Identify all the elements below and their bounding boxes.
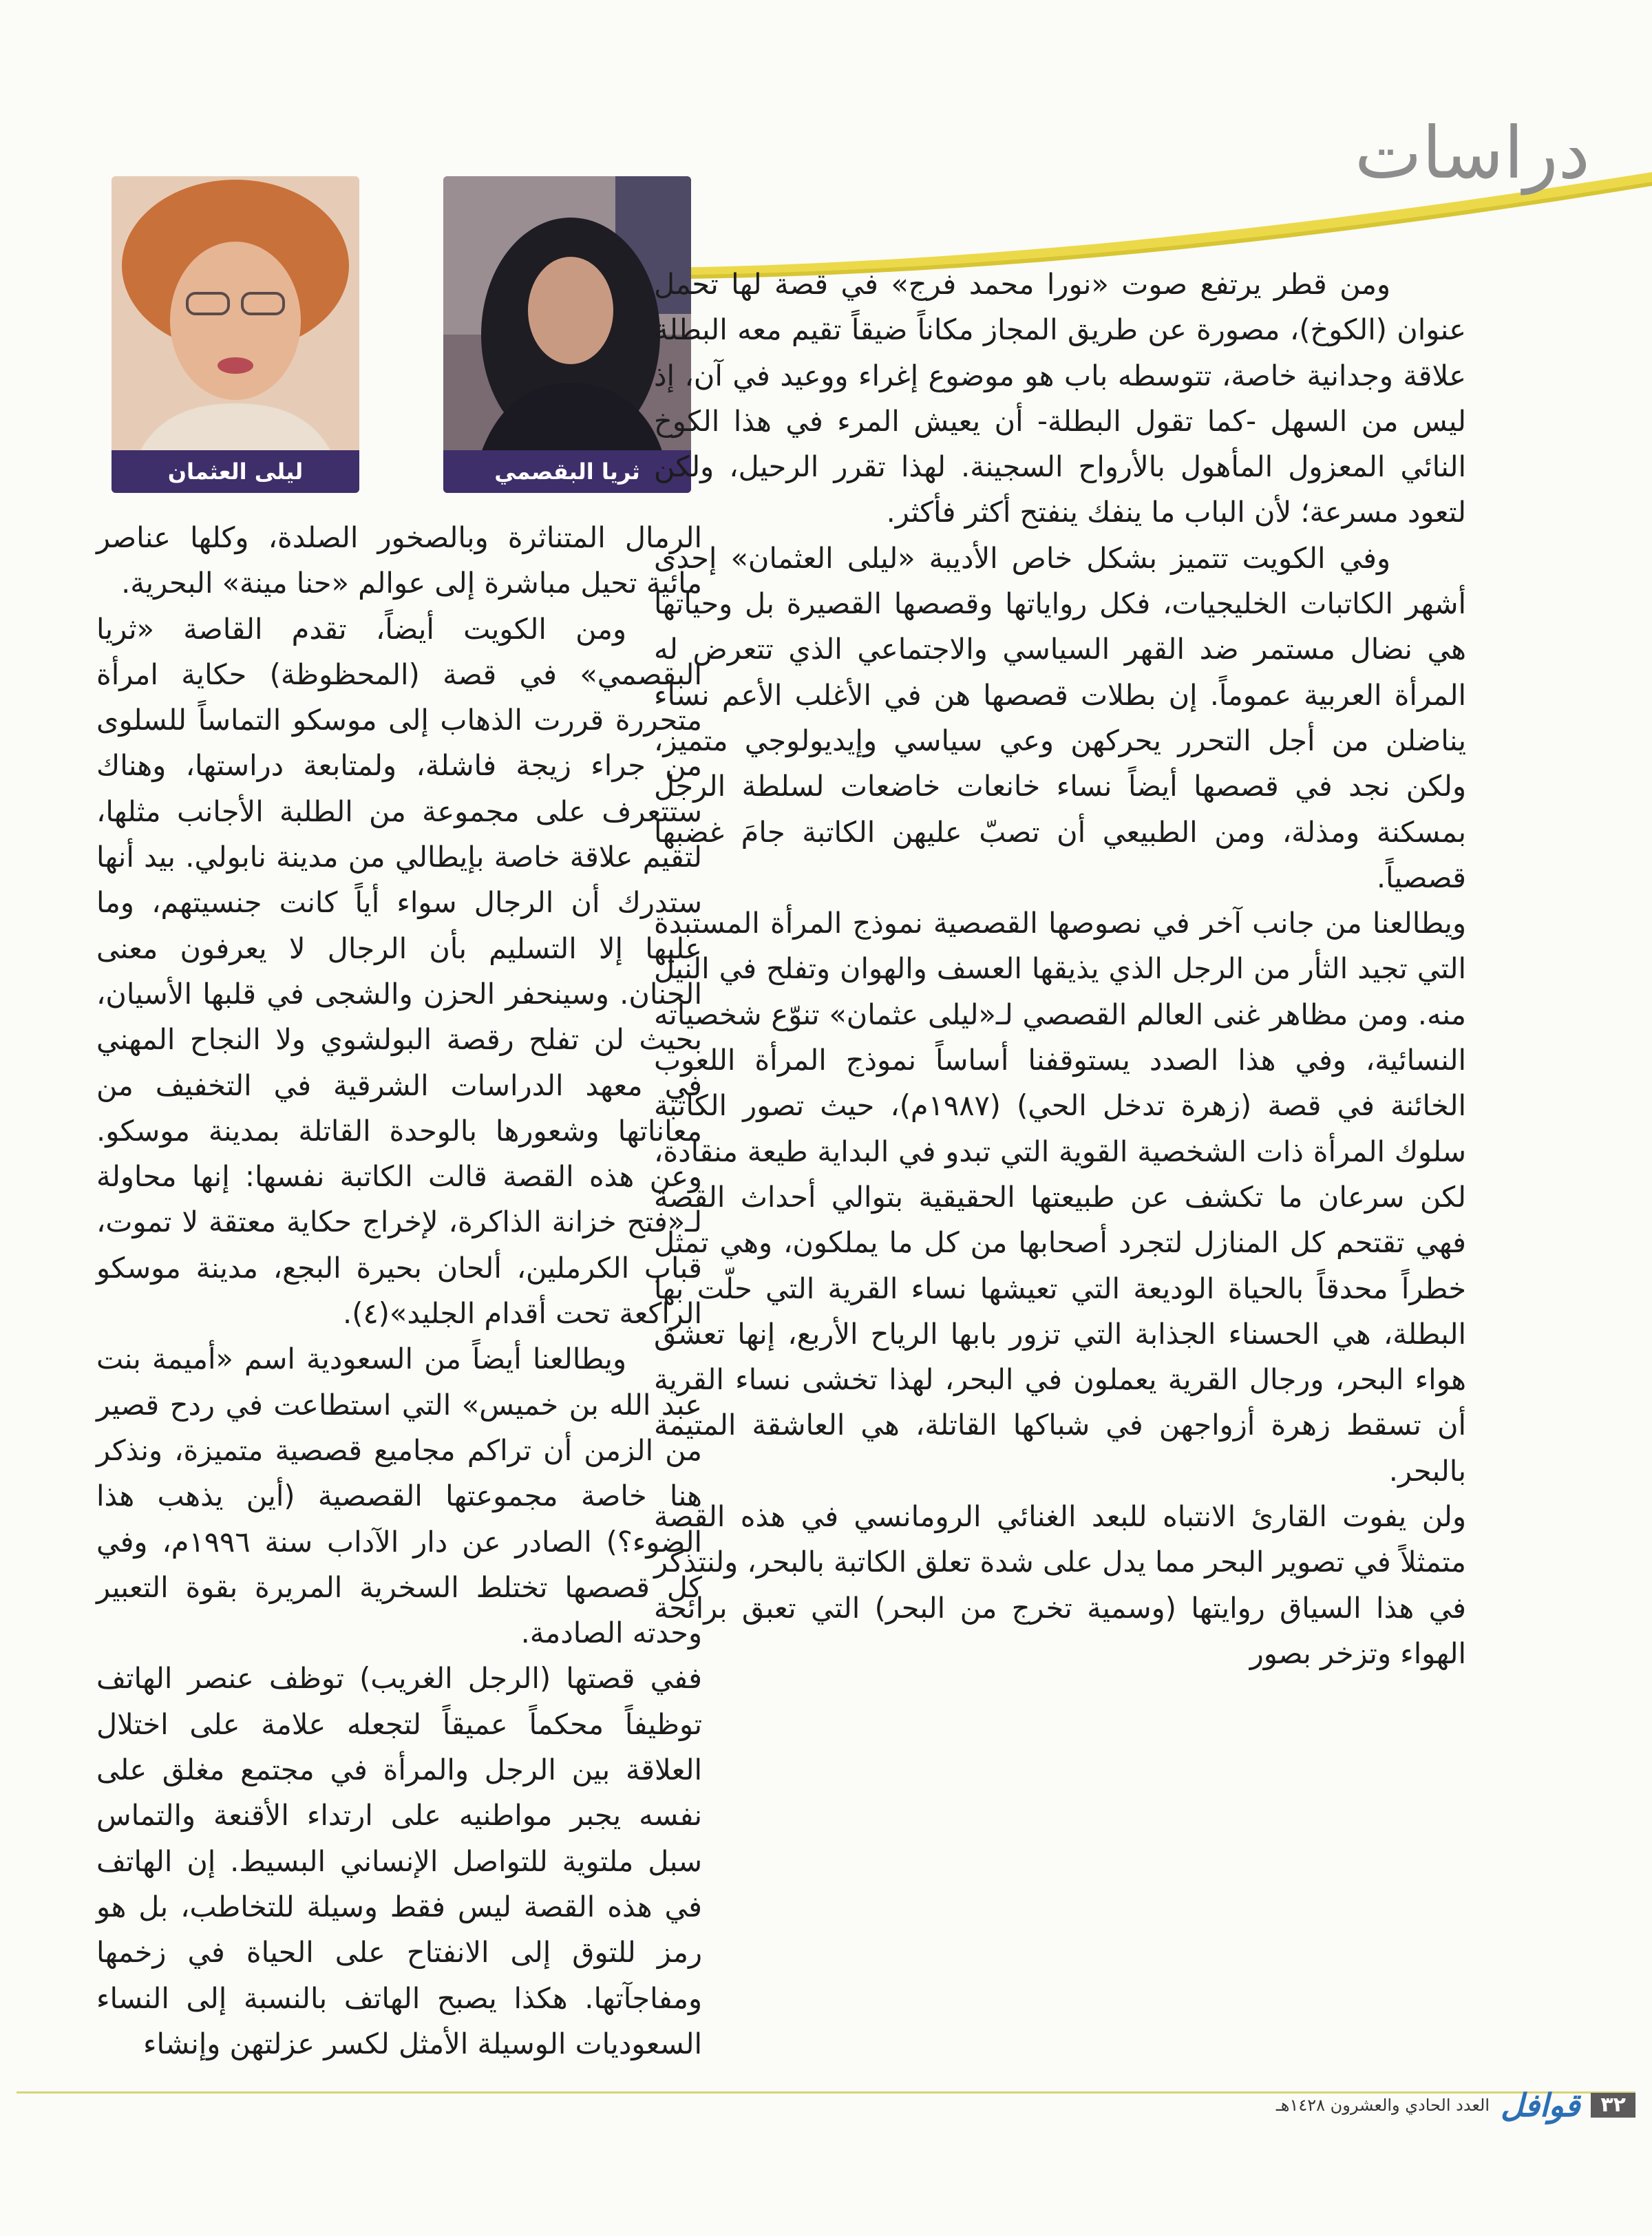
paragraph: ومن الكويت أيضاً، تقدم القاصة «ثريا البقصمي» في قصة (المحظوظة) حكاية امرأة متحررة قررت الذهاب إلى موسكو التماساً للسلوى من جراء زيجة فاشلة، ولمتابعة دراستها، وهناك ستتعرف على مجموعة من الطلبة الأجانب مثلها، لتقيم علاقة خاصة بإيطالي من مدينة نابولي. بيد أنها ستدرك أن الرجال سواء أياً كانت جنسيتهم، وما عليها إلا التسليم بأن الرجال لا يعرفون معنى الحنان. وسينحفر الحزن والشجى في قلبها الأسيان، بحيث لن تفلح رقصة البولشوي ولا النجاح المهني في معهد الدراسات الشرقية في التخفيف من معاناتها وشعورها بالوحدة القاتلة بمدينة موسكو. وعن هذه القصة قالت الكاتبة نفسها: إنها محاولة لـ«فتح خزانة الذاكرة، لإخراج حكاية معتقة لا تموت، قباب الكرملين، ألحان بحيرة البجع، مدينة موسكو الراكعة تحت أقدام الجليد»(٤). [96,611,702,1331]
photo-caption-thurayya: ثريا البقصمي [443,450,691,493]
paragraph: ولن يفوت القارئ الانتباه للبعد الغنائي الرومانسي في هذه القصة متمثلاً في تصوير البحر مما يدل على شدة تعلق الكاتبة بالبحر، ولنتذكر في هذا السياق روايتها (وسمية تخرج من البحر) التي تعبق برائحة الهواء وتزخر بصور [654,1499,1466,1670]
article-column-left [96,515,702,2067]
magazine-logo: قوافل [1501,2087,1580,2124]
issue-info: العدد الحادي والعشرون ١٤٢٨هـ [1275,2096,1490,2115]
page-footer [1275,2087,1635,2124]
portrait-laila-image [112,176,359,493]
paragraph: وفي الكويت تتميز بشكل خاص الأديبة «ليلى العثمان» إحدى أشهر الكاتبات الخليجيات، فكل رواياتها وقصصها القصيرة بل وحياتها هي نضال مستمر ضد القهر السياسي والاجتماعي الذي تتعرض له المرأة العربية عموماً. إن بطلات قصصها هن في الأغلب الأعم نساء يناضلن من أجل التحرر يحركهن وعي سياسي وإيديولوجي متميز، ولكن نجد في قصصها أيضاً نساء خانعات خاضعات لسلطة الرجل بمسكنة ومذلة، ومن الطبيعي أن تصبّ عليهن الكاتبة جامَ غضبها قصصياً. [654,540,1466,894]
article-column-right [654,262,1466,1676]
paragraph: ومن قطر يرتفع صوت «نورا محمد فرج» في قصة لها تحمل عنوان (الكوخ)، مصورة عن طريق المجاز مكاناً ضيقاً تقيم معه البطلة علاقة وجدانية خاصة، تتوسطه باب هو موضوع إغراء ووعيد في آن، إذ ليس من السهل -كما تقول البطلة- أن يعيش المرء في هذا الكوخ النائي المعزول المأهول بالأرواح السجينة. لهذا تقرر الرحيل، ولكن لتعود مسرعة؛ لأن الباب ما ينفك ينفتح أكثر فأكثر. [654,267,1466,529]
paragraph: الرمال المتناثرة وبالصخور الصلدة، وكلها عناصر مائية تحيل مباشرة إلى عوالم «حنا مينة» البحرية. [96,520,702,600]
paragraph: ويطالعنا من جانب آخر في نصوصها القصصية نموذج المرأة المستبدة التي تجيد الثأر من الرجل الذي يذيقها العسف والهوان وتفلح في النيل منه. ومن مظاهر غنى العالم القصصي لـ«ليلى عثمان» تنوّع شخصياته النسائية، وفي هذا الصدد يستوقفنا أساساً نموذج المرأة اللعوب الخائنة في قصة (زهرة تدخل الحي) (١٩٨٧م)، حيث تصور الكاتبة سلوك المرأة ذات الشخصية القوية التي تبدو في البداية طيعة منقادة، لكن سرعان ما تكشف عن طبيعتها الحقيقية بتوالي أحداث القصة فهي تقتحم كل المنازل لتجرد أصحابها من كل ما يملكون، وهي تمثل خطراً محدقاً بالحياة الوديعة التي تعيشها نساء القرية التي حلّت بها البطلة، هي الحسناء الجذابة التي تزور بابها الرياح الأربع، إنها تعشق هواء البحر، ورجال القرية يعملون في البحر، لهذا تخشى نساء القرية أن تسقط زهرة أزواجهن في شباكها القاتلة، هي العاشقة المتيمة بالبحر. [654,906,1466,1488]
paragraph: ويطالعنا أيضاً من السعودية اسم «أميمة بنت عبد الله بن خميس» التي استطاعت في ردح قصير من الزمن أن تراكم مجاميع قصصية متميزة، ونذكر هنا خاصة مجموعتها القصصية (أين يذهب هذا الضوء؟) الصادر عن دار الآداب سنة ١٩٩٦م، وفي كل قصصها تختلط السخرية المريرة بقوة التعبير وحدته الصادمة. [96,1342,702,1650]
author-photo-laila [112,176,359,493]
page-number: ٣٢ [1591,2093,1635,2118]
photo-caption-laila: ليلى العثمان [112,450,359,493]
section-title: دراسات [1354,111,1590,195]
paragraph: ففي قصتها (الرجل الغريب) توظف عنصر الهاتف توظيفاً محكماً عميقاً لتجعله علامة على اختلال العلاقة بين الرجل والمرأة في مجتمع مغلق على نفسه يجبر مواطنيه على ارتداء الأقنعة والتماس سبل ملتوية للتواصل الإنساني البسيط. إن الهاتف في هذه القصة ليس فقط وسيلة للتخاطب، بل هو رمز للتوق إلى الانفتاح على الحياة في زخمها ومفاجآتها. هكذا يصبح الهاتف بالنسبة إلى النساء السعوديات الوسيلة الأمثل لكسر عزلتهن وإنشاء [96,1661,702,2060]
